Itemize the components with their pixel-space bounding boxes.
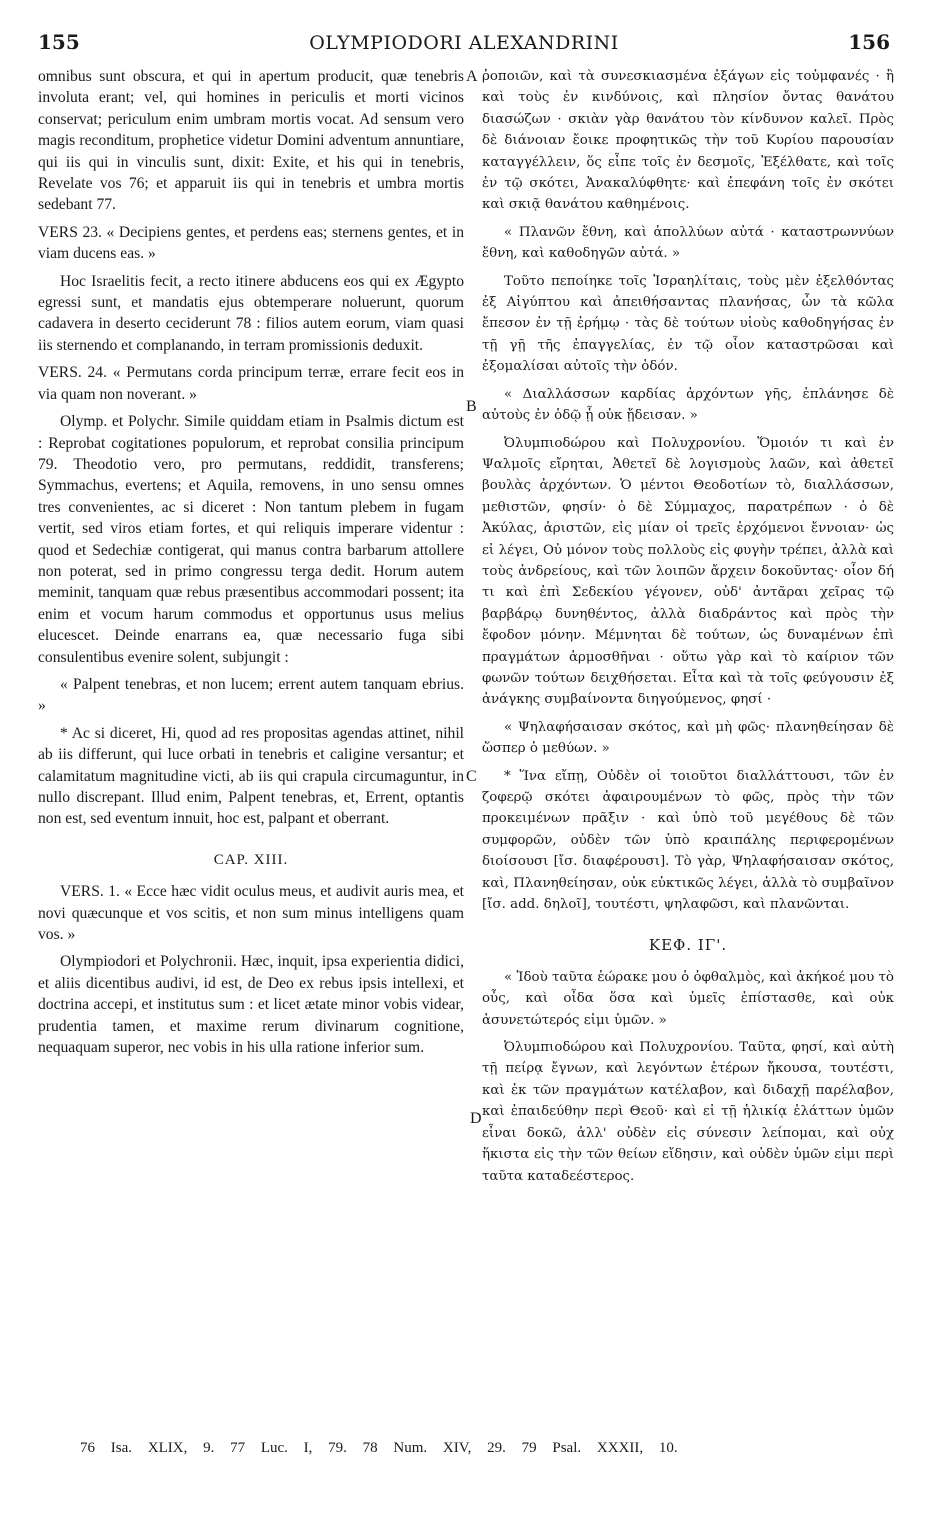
latin-paragraph: Olymp. et Polychr. Simile quiddam etiam in Psalmis dictum est : Reprobat cogitationes populorum, et reprobat consilia principum 79. Theodotio vero, pro permutans, reddidit, transferens; Symmachus, evertens; et Aquila, removens, in uno sensu omnes tres convenientes, ac si diceret : Non tantum plebem in fugam vertit, sed viros etiam fortes, et qui reliquis imperare videntur : quod et Sedechiæ contigerat, qui manus contra barbarum attollere non poterat, sed in primo congressu terga dedit. Horum autem meminit, tanquam quæ rebus præsentibus accommodari possent; ita enim et vocum harum commodus et opportunus usus melius elucescet. Deinde enarrans ea, quæ necessario fuga sibi consulentibus evenire solent, subjungit : <box>38 413 464 666</box>
running-title: OLYMPIODORI ALEXANDRINI <box>309 32 619 54</box>
greek-verse: « Πλανῶν ἔθνη, καὶ ἀπολλύων αὐτά · καταστρωννύων ἔθνη, καὶ καθοδηγῶν αὐτά. » <box>482 224 894 262</box>
greek-verse: « Διαλλάσσων καρδίας ἀρχόντων γῆς, ἐπλάνησε δὲ αὐτοὺς ἐν ὁδῷ ᾗ οὐκ ᾔδεισαν. » <box>482 386 894 424</box>
margin-letter: C <box>466 768 477 785</box>
latin-paragraph: Olympiodori et Polychronii. Hæc, inquit, ipsa experientia didici, et aliis dicentibus audivi, id est, de Deo ex rebus ipsis intellexi, et doctrina accepi, et institutus sum : et licet ætate minor vobis videar, prudentia tamen, et maxime rerum divinarum cognitione, nequaquam superor, nec vobis in his ulla ratione inferior sum. <box>38 953 464 1057</box>
greek-paragraph: Ὀλυμπιοδώρου καὶ Πολυχρονίου. Ὅμοιόν τι καὶ ἐν Ψαλμοῖς εἴρηται, Ἀθετεῖ δὲ λογισμοὺς λαῶν, καὶ ἀθετεῖ βουλὰς ἀρχόντων. Ὁ μέντοι Θεοδοτίων τὸ, διαλλάσσων, μεθιστῶν, φησίν· ὁ δὲ Σύμμαχος, παρατρέπων · ὁ δὲ Ἀκύλας, ἀριστῶν, εἰς μίαν οἱ τρεῖς ἐρχόμενοι ἔννοιαν· ὡς εἰ λέγει, Οὐ μόνον τοὺς πολλοὺς εἰς φυγὴν τρέπει, ἀλλὰ καὶ τοὺς ἀνδρείους, καὶ τῶν λοιπῶν ἄρχειν δοκοῦντας· οἷον δή τι καὶ ἐπὶ Σεδεκίου γέγονεν, οὐδ' ἀντᾶραι χεῖρας τῷ βαρβάρῳ δυνηθέντος, ἀλλὰ διαδράντος καὶ πρὸς τὴν ἔφοδον μόνην. Μέμνηται δὲ τούτων, ὡς δυναμένων ἐπὶ πραγμάτων ἁρμοσθῆναι · οὕτω γὰρ καὶ τὸ καίριον τῶν φωνῶν τούτων δειχθήσεται. Εἶτα καὶ τὰ τοῖς φεύγουσιν ἐξ ἀνάγκης συμβαίνοντα διηγούμενος, φησί · <box>482 435 894 708</box>
greek-verse: « Ἰδοὺ ταῦτα ἑώρακε μου ὁ ὀφθαλμὸς, καὶ ἀκήκοέ μου τὸ οὖς, καὶ οἶδα ὅσα καὶ ὑμεῖς ἐπίστασθε, καὶ οὐκ ἀσυνετώτερός εἰμι ὑμῶν. » <box>482 969 894 1028</box>
greek-paragraph: ῥοποιῶν, καὶ τὰ συνεσκιασμένα ἐξάγων εἰς τοὐμφανές · ἢ καὶ τοὺς ἐν κινδύνοις, καὶ πλησίον ὄντας θανάτου διασώζων · σκιὰν γὰρ θανάτου τὸν κίνδυνον καλεῖ. Πρὸς δὲ διάνοιαν ἔοικε προφητικῶς τὴν τοῦ Κυρίου παρουσίαν καταγγέλλειν, ὅς εἶπε τοῖς ἐν δεσμοῖς, Ἐξέλθατε, καὶ τοῖς ἐν τῷ σκότει, Ἀνακαλύφθητε· καὶ ἐπεφάνη τοῖς ἐν σκότει καὶ σκιᾷ θανάτου καθημένοις. <box>482 69 894 213</box>
chapter-heading-greek: ΚΕΦ. ΙΓ'. <box>648 936 728 955</box>
latin-verse: « Palpent tenebras, et non lucem; errent autem tanquam ebrius. » <box>38 675 464 715</box>
greek-paragraph: * Ἵνα εἴπῃ, Οὐδὲν οἱ τοιοῦτοι διαλλάττουσι, τῶν ἐν ζοφερῷ σκότει ἀφαιρουμένων τὸ φῶς, πρὸς τὴν τῶν προκειμένων πρᾶξιν · καὶ ὑπὸ τοῦ μεγέθους δὲ τῶν συμφορῶν, οὐδὲν τῶν ὑπὸ κραιπάλης περιφερομένων διοίσουσι [ἴσ. διαφέρουσι]. Τὸ γὰρ, Ψηλαφήσαισαν σκότος, καὶ, Πλανηθείησαν, οὐκ εὐκτικῶς λέγει, ἀλλὰ τὸ συμβαῖνον [ἴσ. add. δηλοῖ], τουτέστι, ψηλαφῶσι, καὶ πλανῶνται. <box>482 768 894 913</box>
latin-paragraph: Hoc Israelitis fecit, a recto itinere abducens eos qui ex Ægypto egressi sunt, et mandatis ejus obtemperare noluerunt, quorum cadavera in deserto ceciderunt 78 : filios autem eorum, viam quasi iis sternendo et complanando, in terram promissionis deduxit. <box>38 272 464 354</box>
greek-column <box>482 66 894 1193</box>
latin-verse: VERS 23. « Decipiens gentes, et perdens eas; sternens gentes, et in viam ducens eas. » <box>38 223 464 263</box>
page-number-left: 155 <box>38 30 80 54</box>
greek-paragraph: Ὀλυμπιοδώρου καὶ Πολυχρονίου. Ταῦτα, φησί, καὶ αὐτὴ τῇ πείρᾳ ἔγνων, καὶ λεγόντων ἑτέρων ἤκουσα, τουτέστι, καὶ ἐκ τῶν πραγμάτων κατέλαβον, καὶ διδαχῇ παρέλαβον, καὶ ἐπαιδεύθην περὶ Θεοῦ· καὶ εἰ τῇ ἡλικίᾳ ἐλάττων ὑμῶν εἶναι δοκῶ, ἀλλ' οὐδὲν εἰς σύνεσιν λείπομαι, καὶ οὐχ ἥκιστα εἰς τὴν τῶν θείων εἴδησιν, καὶ οὐδὲν ὑμῶν εἰμι περὶ ταῦτα καταδεέστερος. <box>482 1040 894 1184</box>
chapter-heading-latin: CAP. XIII. <box>213 851 289 868</box>
greek-paragraph: Τοῦτο πεποίηκε τοῖς Ἰσραηλίταις, τοὺς μὲν ἐξελθόντας ἐξ Αἰγύπτου καὶ ἀπειθήσαντας πλανήσας, ὧν τὰ κῶλα ἔπεσον ἐν τῇ ἐρήμῳ · τὰς δὲ τούτων υἱοὺς καθοδηγήσας ἐν τῇ γῇ τῆς ἐπαγγελίας, ἐν τῷ οἷον καταστρῶσαι καὶ ἐξομαλίσαι αὐτοῖς τὴν ὁδόν. <box>482 273 894 375</box>
latin-paragraph: * Ac si diceret, Hi, quod ad res propositas agendas attinet, nihil ab iis differunt, qui luce orbati in tenebris et caligine versantur; et calamitatum magnitudine victi, ab iis qui crapula circumaguntur, in nullo discrepant. Illud enim, Palpent tenebras, et, Errent, optantis non est, sed eventum innuit, hoc est, palpant et oberrant. <box>38 724 464 828</box>
footnotes: 76 Isa. XLIX, 9. 77 Luc. I, 79. 78 Num. XIV, 29. 79 Psal. XXXII, 10. <box>80 1440 678 1456</box>
latin-verse: VERS. 1. « Ecce hæc vidit oculus meus, et audivit auris mea, et novi quæcunque et vos scitis, et non sum minus intelligens quam vos. » <box>38 883 464 944</box>
greek-verse: « Ψηλαφήσαισαν σκότος, καὶ μὴ φῶς· πλανηθείησαν δὲ ὥσπερ ὁ μεθύων. » <box>482 719 894 757</box>
page-number-right: 156 <box>848 30 890 54</box>
margin-letter: B <box>466 398 477 415</box>
margin-letter: A <box>466 68 478 85</box>
latin-column <box>38 66 464 1064</box>
latin-verse: VERS. 24. « Permutans corda principum terræ, errare fecit eos in via quam non noverant. » <box>38 364 464 403</box>
margin-letter: D <box>470 1110 482 1127</box>
page-header <box>38 30 890 60</box>
latin-paragraph: omnibus sunt obscura, et qui in apertum producit, quæ tenebris involuta erant; vel, qui homines in periculis et morti vicinos conservat; periculum enim umbram mortis vocat. Ad sensum vero magis reconditum, prophetice videtur Domini adventum annuntiare, qui iis qui in vinculis sunt, dixit: Exite, et his qui in tenebris, Revelate vos 76; et apparuit iis qui in tenebris et umbra mortis sedebant 77. <box>38 68 464 214</box>
